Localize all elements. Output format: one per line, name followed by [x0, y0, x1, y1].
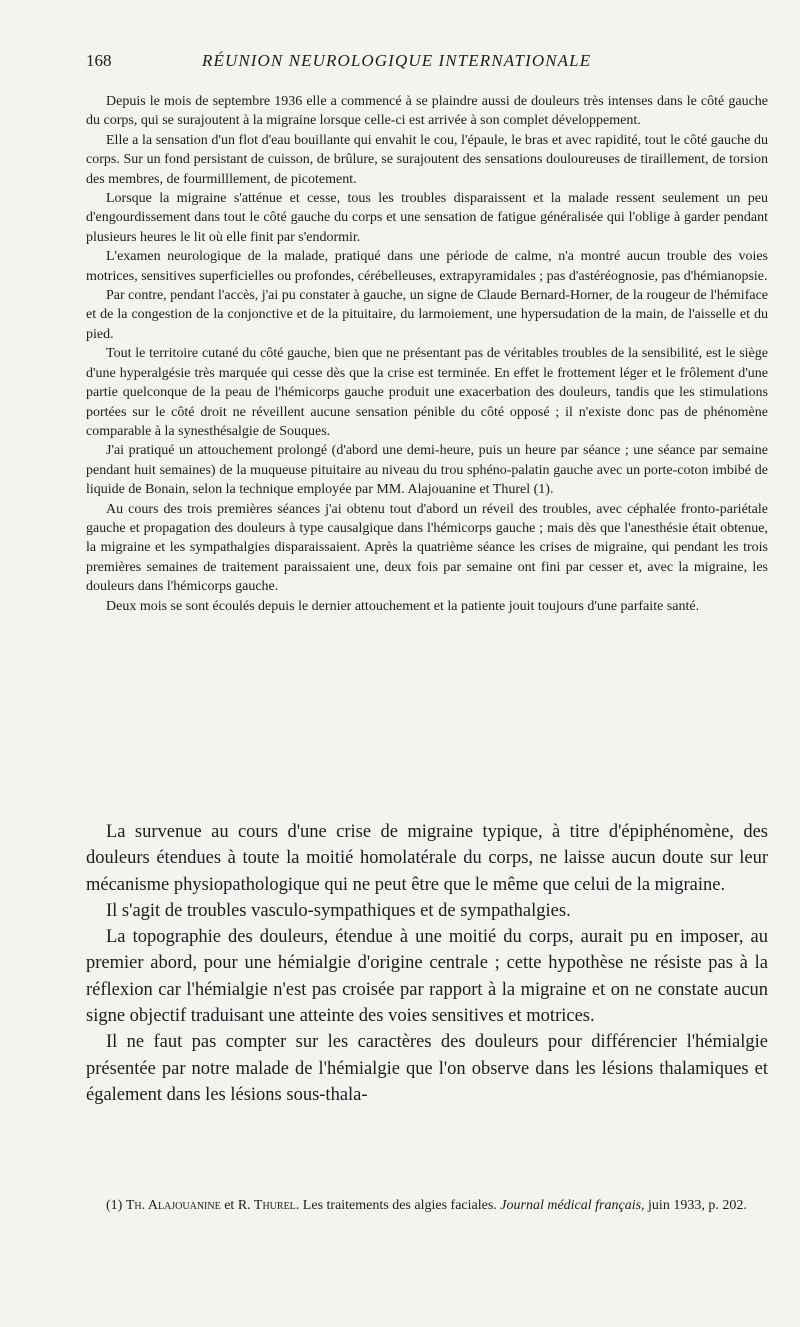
page-number: 168: [86, 51, 112, 70]
footnote-journal: Journal médical français,: [500, 1198, 645, 1213]
paragraph: Depuis le mois de septembre 1936 elle a commencé à se plaindre aussi de douleurs très intenses dans le côté gauche du corps, qui se surajoutent à la migraine lorsque celle-ci est arrivée à son complet développement.: [86, 94, 768, 129]
paragraph: La survenue au cours d'une crise de migraine typique, à titre d'épiphénomène, des douleurs étendues à toute la moitié homolatérale du corps, ne laisse aucun doute sur leur mécanisme physiopathologique qui ne peut être que le même que celui de la migraine.: [86, 822, 768, 895]
footnote: [86, 1196, 768, 1215]
footnote-marker: (1): [106, 1198, 123, 1213]
paragraph: Il s'agit de troubles vasculo-sympathiques et de sympathalgies.: [106, 900, 571, 921]
page-header: [86, 47, 766, 77]
footnote-conjunction: et: [224, 1198, 235, 1213]
footnote-details: juin 1933, p. 202.: [648, 1198, 747, 1213]
paragraph: J'ai pratiqué un attouchement prolongé (d'abord une demi-heure, puis un heure par séance ; une séance par semaine pendant huit semaines) de la muqueuse pituitaire au niveau du trou sphéno-palatin gauche avec un porte-coton imbibé de liquide de Bonain, selon la technique employée par MM. Alajouanine et Thurel (1).: [86, 443, 768, 498]
running-title: RÉUNION NEUROLOGIQUE INTERNATIONALE: [202, 51, 592, 70]
paragraph: Par contre, pendant l'accès, j'ai pu constater à gauche, un signe de Claude Bernard-Horner, de la rougeur de l'hémiface et de la congestion de la conjonctive et de la pituitaire, du larmoiement, une hypersudation de la main, de l'aisselle et du pied.: [86, 288, 768, 342]
footnote-title: . Les traitements des algies faciales.: [295, 1198, 497, 1213]
footnote-author: R. Thurel: [237, 1198, 296, 1213]
paragraph: Il ne faut pas compter sur les caractères des douleurs pour différencier l'hémialgie présentée par notre malade de l'hémialgie que l'on observe dans les lésions thalamiques et également dans les lésions sous-thala-: [86, 1032, 768, 1105]
paragraph: Deux mois se sont écoulés depuis le dernier attouchement et la patiente jouit toujours d'une parfaite santé.: [106, 598, 700, 614]
paragraph: Au cours des trois premières séances j'ai obtenu tout d'abord un réveil des troubles, avec céphalée fronto-pariétale gauche et propagation des douleurs à type causalgique dans l'hémicorps gauche ; mais dès que l'anesthésie était obtenue, la migraine et les sympathalgies disparaissaient. Après la quatrième séance les crises de migraine, qui pendant les trois premières semaines de traitement paraissaient une, deux fois par semaine ont fini par cesser et, avec la migraine, les douleurs dans l'hémicorps gauche.: [86, 501, 768, 595]
paragraph: Tout le territoire cutané du côté gauche, bien que ne présentant pas de véritables troubles de la sensibilité, est le siège d'une hyperalgésie très marquée qui cesse dès que la crise est terminée. En effet le frottement léger et le frôlement d'une partie quelconque de la peau de l'hémicorps gauche produit une exacerbation des douleurs, tandis que les stimulations portées sur le côté droit ne réveillent aucune sensation pénible du côté opposé ; il n'existe donc pas de phénomène comparable à la synesthésalgie de Souques.: [86, 346, 768, 439]
paragraph: L'examen neurologique de la malade, pratiqué dans une période de calme, n'a montré aucun trouble des voies motrices, sensitives superficielles ou profondes, cérébelleuses, extrapyramidales ; pas d'astéréognosie, pas d'hémianopsie.: [86, 249, 768, 284]
case-report-section: [86, 92, 768, 616]
discussion-section: [86, 819, 768, 1108]
footnote-author: Th. Alajouanine: [125, 1198, 221, 1213]
paragraph: La topographie des douleurs, étendue à une moitié du corps, aurait pu en imposer, au premier abord, pour une hémialgie d'origine centrale ; cette hypothèse ne résiste pas à la réflexion car l'hémialgie n'est pas croisée par rapport à la migraine et on ne constate aucun signe objectif traduisant une atteinte des voies sensitives et motrices.: [86, 927, 768, 1027]
paragraph: Lorsque la migraine s'atténue et cesse, tous les troubles disparaissent et la malade ressent seulement un peu d'engourdissement dans tout le côté gauche du corps et une sensation de fatigue généralisée qui l'oblige à garder pendant plusieurs heures le lit où elle finit par s'endormir.: [86, 191, 768, 245]
paragraph: Elle a la sensation d'un flot d'eau bouillante qui envahit le cou, l'épaule, le bras et avec rapidité, tout le côté gauche du corps. Sur un fond persistant de cuisson, de brûlure, se surajoutent des sensations douloureuses de tiraillement, de torsion des membres, de fourmilllement, de picotement.: [86, 132, 768, 187]
